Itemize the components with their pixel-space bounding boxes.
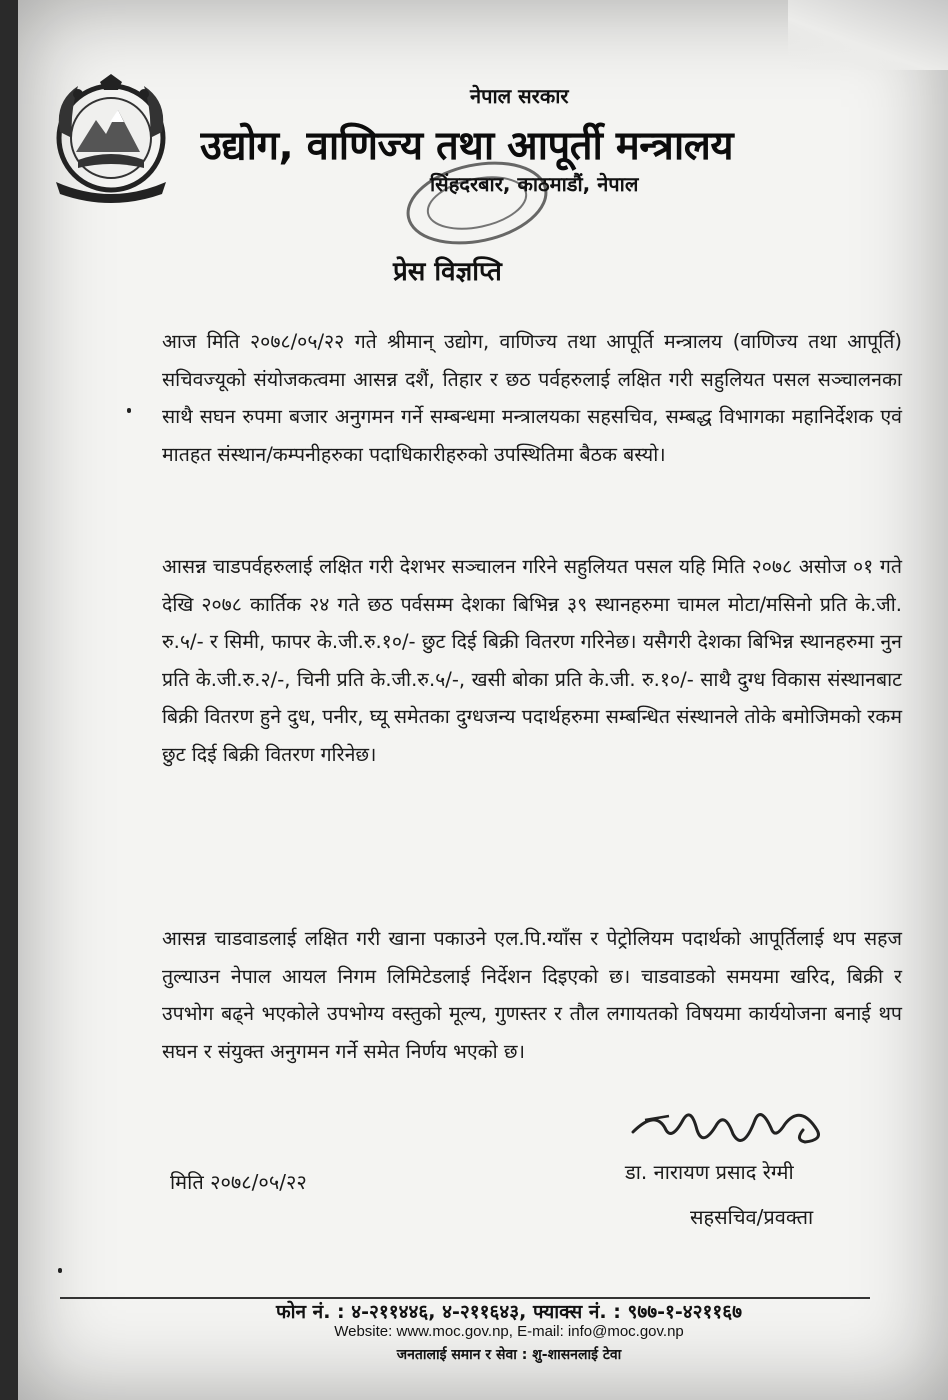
handwritten-signature-icon — [625, 1090, 835, 1160]
paper-speck — [58, 1268, 62, 1273]
paper-speck — [127, 408, 131, 413]
ministry-name: उद्योग, वाणिज्य तथा आपूर्ती मन्त्रालय — [200, 123, 734, 169]
page-fold — [788, 0, 948, 70]
footer-website-email: Website: www.moc.gov.np, E-mail: info@moc.gov.np — [334, 1323, 684, 1340]
footer-phone-fax: फोन नं. : ४-२११४४६, ४-२११६४३, फ्याक्स नं. : ९७७-१-४२११६७ — [275, 1301, 743, 1323]
government-name: नेपाल सरकार — [470, 84, 569, 108]
signatory-designation: सहसचिव/प्रवक्ता — [690, 1205, 814, 1229]
signatory-name: डा. नारायण प्रसाद रेग्मी — [625, 1160, 794, 1184]
paragraph-discount-shops: आसन्न चाडपर्वहरुलाई लक्षित गरी देशभर सञ्चालन गरिने सहुलियत पसल यहि मिति २०७८ असोज ०१ गते देखि २०७८ कार्तिक २४ गते छठ पर्वसम्म देशका बिभिन्न ३९ स्थानहरुमा चामल मोटा/मसिनो प्रति के.जी. रु.५/- र सिमी, फापर के.जी.रु.१०/- छुट दिई बिक्री वितरण गरिनेछ। यसैगरी देशका बिभिन्न स्थानहरुमा नुन प्रति के.जी.रु.२/-, चिनी प्रति के.जी.रु.५/-, खसी बोका प्रति के.जी. रु.१०/- साथै दुग्ध विकास संस्थानबाट बिक्री वितरण हुने दुध, पनीर, घ्यू समेतका दुग्धजन्य पदार्थहरुमा सम्बन्धित संस्थानले तोके बमोजिमको रकम छुट दिई बिक्री वितरण गरिनेछ। — [162, 555, 902, 766]
paragraph-meeting: आज मिति २०७८/०५/२२ गते श्रीमान् उद्योग, वाणिज्य तथा आपूर्ति मन्त्रालय (वाणिज्य तथा आपूर्ति) सचिवज्यूको संयोजकत्वमा आसन्न दशैं, तिहार र छठ पर्वहरुलाई लक्षित गरी सहुलियत पसल सञ्चालनका साथै सघन रुपमा बजार अनुगमन गर्ने सम्बन्धमा मन्त्रालयका सहसचिव, सम्बद्ध विभागका महानिर्देशक एवं मातहत संस्थान/कम्पनीहरुका पदाधिकारीहरुको उपस्थितिमा बैठक बस्यो। — [162, 330, 902, 466]
nepal-emblem-icon — [48, 72, 174, 208]
press-release-title: प्रेस विज्ञप्ति — [393, 257, 502, 287]
ministry-address: सिंहदरबार, काठमाडौं, नेपाल — [430, 172, 639, 196]
paragraph-supply-monitoring: आसन्न चाडवाडलाई लक्षित गरी खाना पकाउने एल.पि.ग्याँस र पेट्रोलियम पदार्थको आपूर्तिलाई थप सहज तुल्याउन नेपाल आयल निगम लिमिटेडलाई निर्देशन दिइएको छ। चाडवाडको समयमा खरिद, बिक्री र उपभोग बढ्ने भएकोले उपभोग्य वस्तुको मूल्य, गुणस्तर र तौल लगायतको विषयमा कार्ययोजना बनाई थप सघन र संयुक्त अनुगमन गर्ने समेत निर्णय भएको छ। — [162, 927, 902, 1063]
issue-date: मिति २०७८/०५/२२ — [170, 1170, 307, 1194]
footer-motto: जनतालाई समान र सेवा : शु-शासनलाई टेवा — [396, 1347, 622, 1363]
